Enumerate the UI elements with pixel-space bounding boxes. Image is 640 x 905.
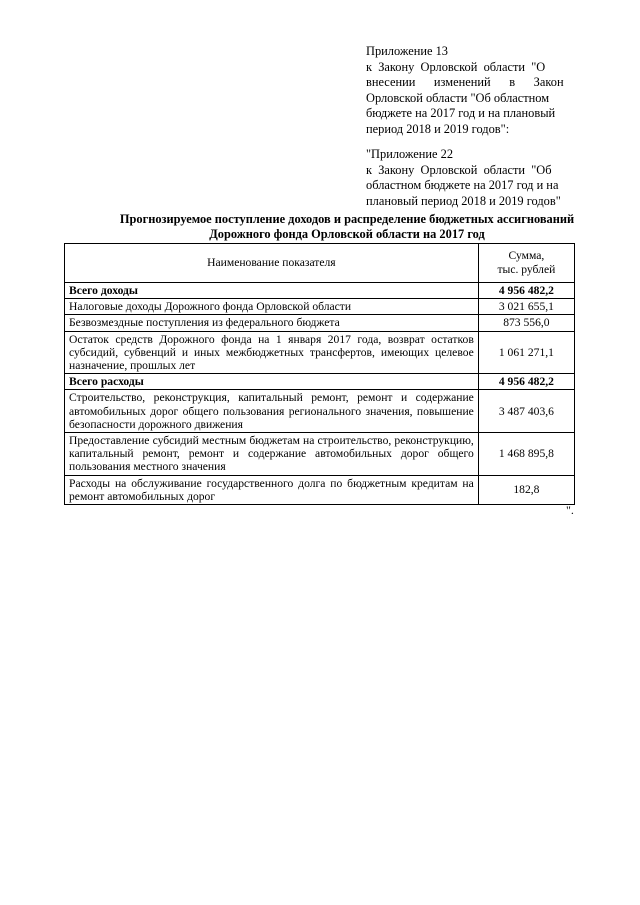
row-sum: 3 487 403,6 (478, 390, 574, 433)
appendix-22-caption (366, 147, 578, 209)
closing-quote-mark: ". (566, 503, 574, 517)
row-sum: 182,8 (478, 475, 574, 504)
appendix-13-line: бюджете на 2017 год и на плановый (366, 106, 556, 121)
table-row (65, 390, 575, 433)
row-name: Расходы на обслуживание государственного долга по бюджетным кредитам на ремонт автомобильных дорог (65, 475, 479, 504)
title-line: Дорожного фонда Орловской области на 2017 год (209, 226, 485, 241)
row-name: Строительство, реконструкция, капитальный ремонт, ремонт и содержание автомобильных дорог общего пользования регионального значения, повышение безопасности дорожного движения (65, 390, 479, 433)
appendix-22-line: плановый период 2018 и 2019 годов" (366, 193, 561, 208)
row-name: Безвозмездные поступления из федерального бюджета (65, 315, 479, 331)
header-sum-line: Сумма, (508, 249, 545, 262)
row-sum: 1 061 271,1 (478, 331, 574, 374)
appendix-13-line: Орловской области "Об областном (366, 90, 550, 105)
table-row (65, 331, 575, 374)
header-name-cell: Наименование показателя (65, 244, 479, 283)
row-name: Остаток средств Дорожного фонда на 1 января 2017 года, возврат остатков субсидий, субвенций и иных межбюджетных трансфертов, имеющих целевое назначение, прошлых лет (65, 331, 479, 374)
appendix-13-line: внесении изменений в Закон (366, 75, 564, 90)
table-row (65, 374, 575, 390)
appendix-22-line: областном бюджете на 2017 год и на (366, 178, 559, 193)
row-name: Предоставление субсидий местным бюджетам на строительство, реконструкцию, капитальный ремонт, ремонт и содержание автомобильных дорог общего пользования местного значения (65, 433, 479, 476)
table-row (65, 299, 575, 315)
budget-table (64, 243, 575, 505)
table-row (65, 315, 575, 331)
header-sum-line: тыс. рублей (497, 263, 556, 276)
row-sum: 4 956 482,2 (478, 374, 574, 390)
table-row (65, 475, 575, 504)
appendix-13-line: к Закону Орловской области "О (366, 59, 546, 74)
appendix-22-line: к Закону Орловской области "Об (366, 162, 552, 177)
header-sum-cell (478, 244, 574, 283)
appendix-22-line: "Приложение 22 (366, 147, 454, 161)
table-row (65, 283, 575, 299)
row-sum: 4 956 482,2 (478, 283, 574, 299)
title-line: Прогнозируемое поступление доходов и распределение бюджетных ассигнований (119, 212, 575, 226)
row-name: Налоговые доходы Дорожного фонда Орловской области (65, 299, 479, 315)
row-sum: 873 556,0 (478, 315, 574, 331)
row-name: Всего расходы (65, 374, 479, 390)
document-title (64, 212, 630, 241)
row-name: Всего доходы (65, 283, 479, 299)
table-header-row (65, 244, 575, 283)
appendix-13-line: период 2018 и 2019 годов": (366, 121, 510, 136)
appendix-13-line: Приложение 13 (366, 44, 448, 58)
row-sum: 3 021 655,1 (478, 299, 574, 315)
appendix-13-caption (366, 44, 578, 138)
table-row (65, 433, 575, 476)
row-sum: 1 468 895,8 (478, 433, 574, 476)
